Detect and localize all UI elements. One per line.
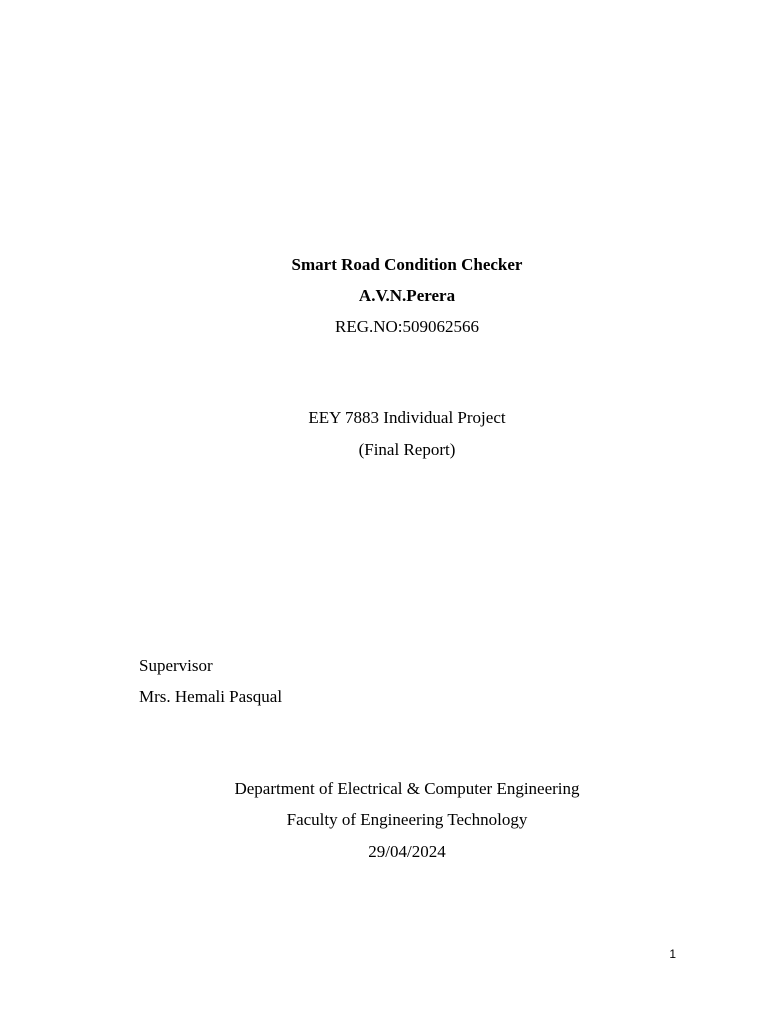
project-title: Smart Road Condition Checker xyxy=(291,255,523,274)
page-number: 1 xyxy=(669,947,676,961)
supervisor-label: Supervisor xyxy=(139,656,213,675)
faculty-name: Faculty of Engineering Technology xyxy=(286,810,528,829)
report-date: 29/04/2024 xyxy=(368,842,446,861)
report-type: (Final Report) xyxy=(358,440,456,459)
department-name: Department of Electrical & Computer Engineering xyxy=(234,779,580,798)
author-name: A.V.N.Perera xyxy=(358,286,456,305)
course-title: EEY 7883 Individual Project xyxy=(308,408,506,427)
registration-number: REG.NO:509062566 xyxy=(334,317,480,336)
supervisor-name: Mrs. Hemali Pasqual xyxy=(139,687,283,706)
